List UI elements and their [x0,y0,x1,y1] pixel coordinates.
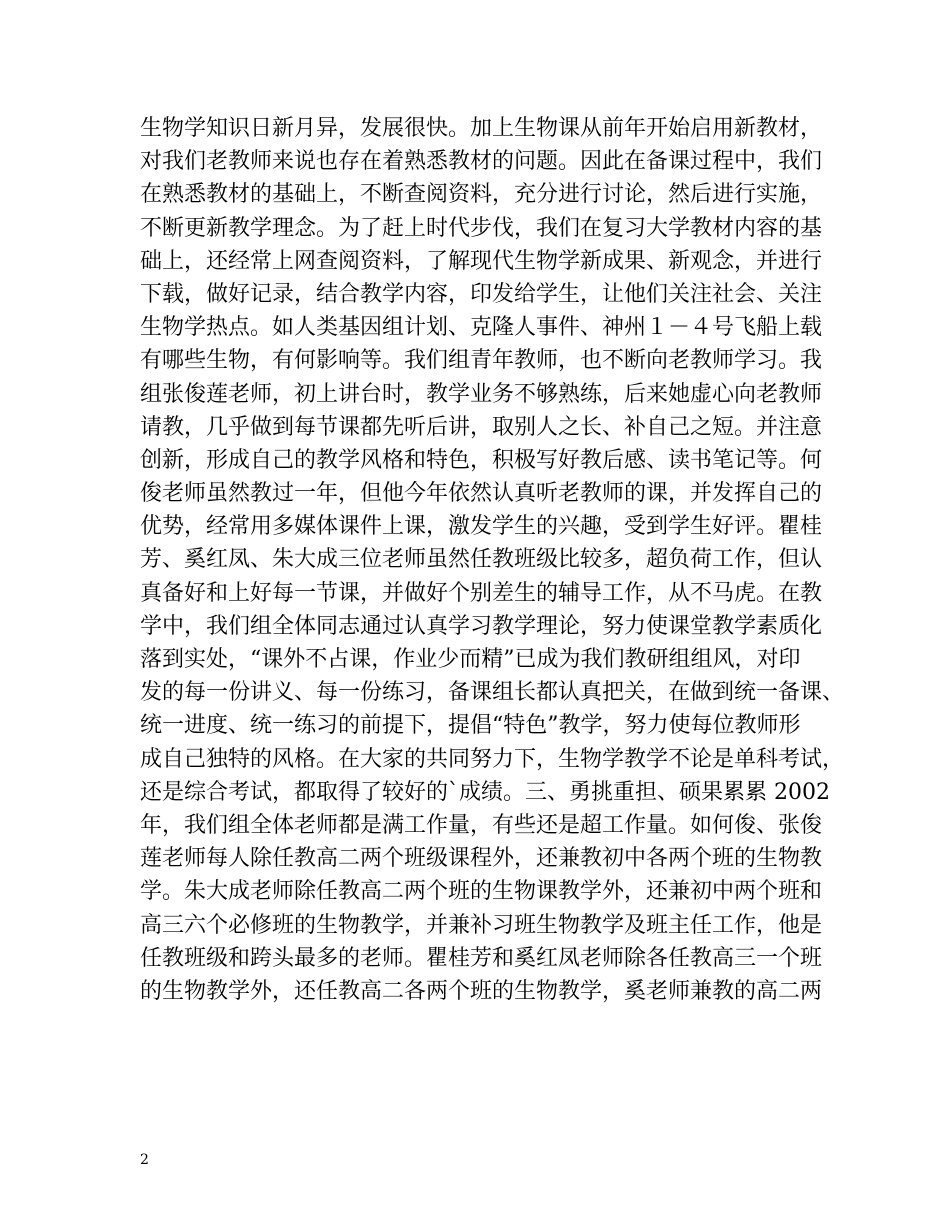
text-line: 莲老师每人除任教高二两个班级课程外，还兼教初中各两个班的生物教 [140,846,823,872]
text-line: 有哪些生物，有何影响等。我们组青年教师，也不断向老教师学习。我 [140,348,823,374]
text-line: 发的每一份讲义、每一份练习，备课组长都认真把关，在做到统一备课、 [140,680,845,706]
text-line: 在熟悉教材的基础上，不断查阅资料，充分进行讨论，然后进行实施， [140,182,823,208]
text-line: 创新，形成自己的教学风格和特色，积极写好教后感、读书笔记等。何 [140,447,823,473]
text-line: 础上，还经常上网查阅资料，了解现代生物学新成果、新观念，并进行 [140,248,823,274]
text-line: 优势，经常用多媒体课件上课，激发学生的兴趣，受到学生好评。瞿桂 [140,514,823,540]
text-line: 任教班级和跨头最多的老师。瞿桂芳和奚红凤老师除各任教高三一个班 [140,945,823,971]
text-line: 成自己独特的风格。在大家的共同努力下，生物学教学不论是单科考试， [140,746,845,772]
text-line: 统一进度、统一练习的前提下，提倡“特色”教学，努力使每位教师形 [140,713,801,739]
text-line: 真备好和上好每一节课，并做好个别差生的辅导工作，从不马虎。在教 [140,580,823,606]
text-line: 不断更新教学理念。为了赶上时代步伐，我们在复习大学教材内容的基 [140,215,823,241]
page-number: 2 [140,1152,149,1168]
text-line: 的生物教学外，还任教高二各两个班的生物教学，奚老师兼教的高二两 [140,978,823,1004]
text-line: 生物学知识日新月异，发展很快。加上生物课从前年开始启用新教材， [140,116,823,141]
text-line: 学中，我们组全体同志通过认真学习教学理论，努力使课堂教学素质化 [140,613,823,639]
text-line: 生物学热点。如人类基因组计划、克隆人事件、神州１－４号飞船上载 [140,315,823,341]
text-line: 高三六个必修班的生物教学，并兼补习班生物教学及班主任工作，他是 [140,912,823,938]
text-line: 请教，几乎做到每节课都先听后讲，取别人之长、补自己之短。并注意 [140,414,823,440]
text-line: 年，我们组全体老师都是满工作量，有些还是超工作量。如何俊、张俊 [140,812,823,838]
text-line: 组张俊莲老师，初上讲台时，教学业务不够熟练，后来她虚心向老教师 [140,381,823,407]
text-line: 还是综合考试，都取得了较好的`成绩。三、勇挑重担、硕果累累 2002 [140,779,830,805]
text-line: 落到实处，“课外不占课，作业少而精”已成为我们教研组组风，对印 [140,647,801,672]
text-line: 下载，做好记录，结合教学内容，印发给学生，让他们关注社会、关注 [140,281,823,307]
text-line: 学。朱大成老师除任教高二两个班的生物课教学外，还兼初中两个班和 [140,879,823,905]
text-line: 芳、奚红凤、朱大成三位老师虽然任教班级比较多，超负荷工作，但认 [140,547,823,573]
body-text [140,112,845,1008]
text-line: 俊老师虽然教过一年，但他今年依然认真听老教师的课，并发挥自己的 [140,481,823,507]
text-line: 对我们老教师来说也存在着熟悉教材的问题。因此在备课过程中，我们 [140,149,823,175]
